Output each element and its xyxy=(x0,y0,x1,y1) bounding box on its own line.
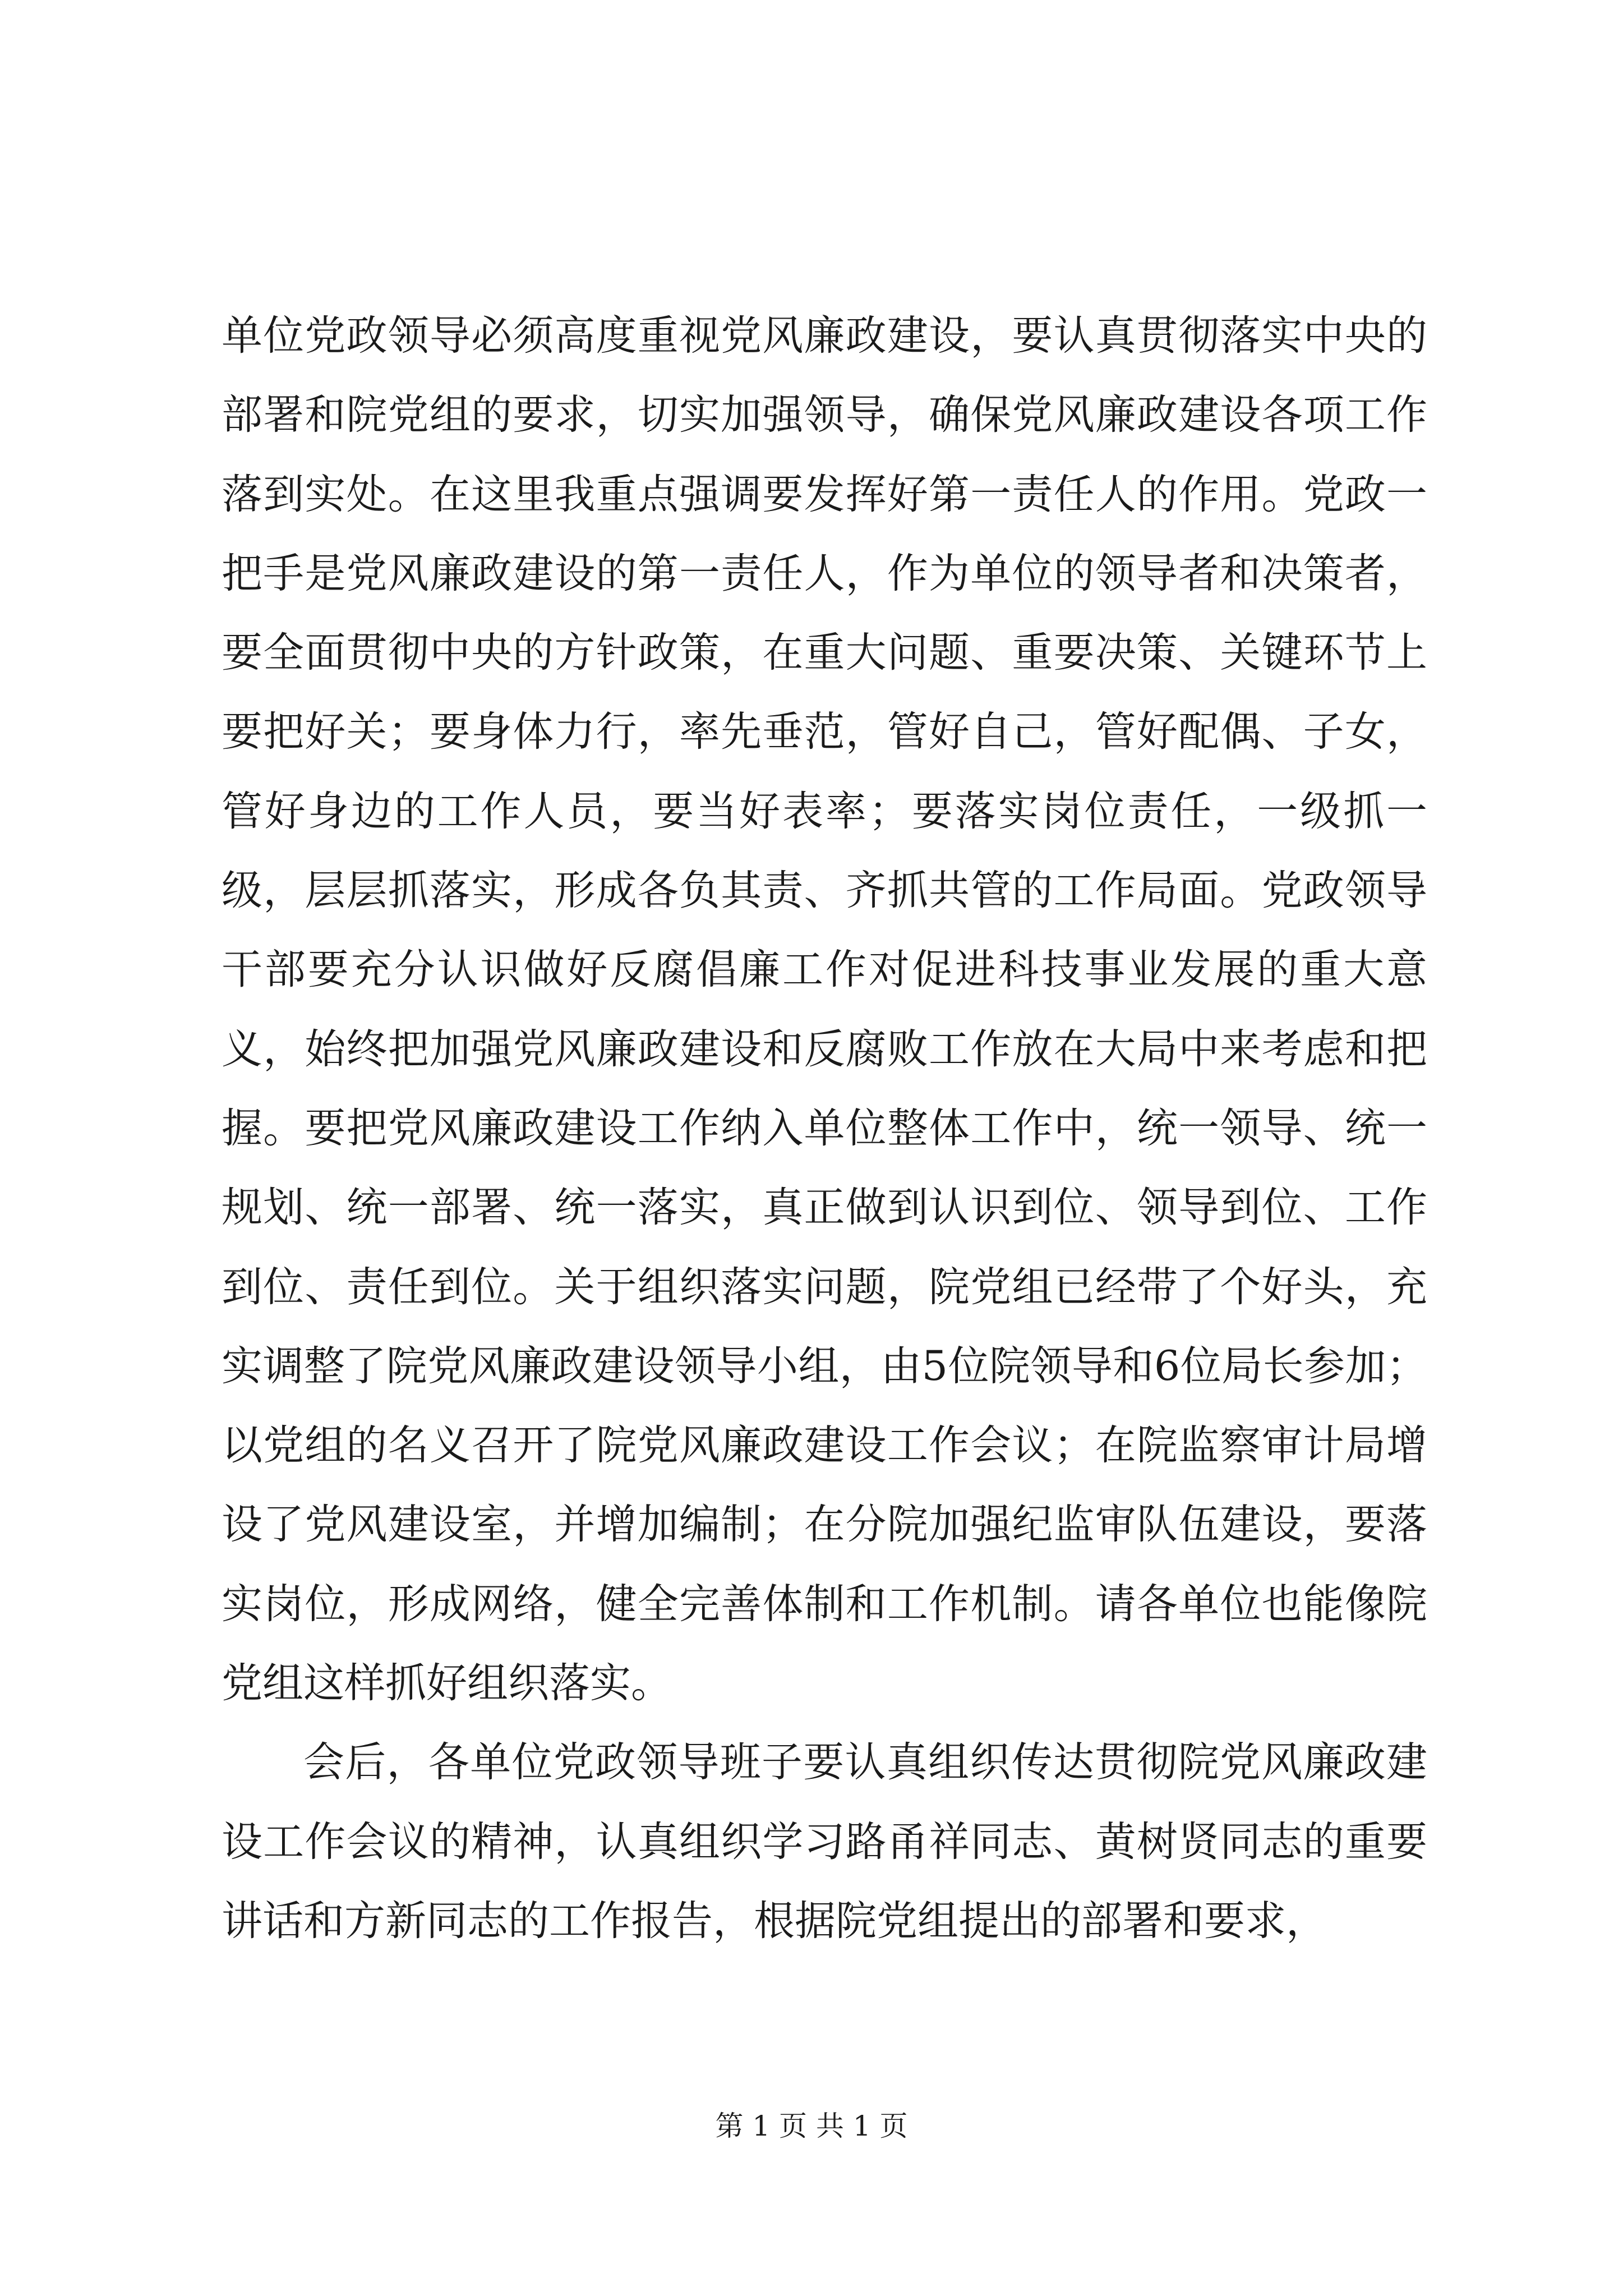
document-body xyxy=(222,296,1427,1961)
page-footer: 第 1 页 共 1 页 xyxy=(715,2110,908,2142)
paragraph-1: 单位党政领导必须高度重视党风廉政建设，要认真贯彻落实中央的部署和院党组的要求，切实加强领导，确保党风廉政建设各项工作落到实处。在这里我重点强调要发挥好第一责任人的作用。党政一把手是党风廉政建设的第一责任人，作为单位的领导者和决策者，要全面贯彻中央的方针政策，在重大问题、重要决策、关键环节上要把好关；要身体力行，率先垂范，管好自己，管好配偶、子女，管好身边的工作人员，要当好表率；要落实岗位责任，一级抓一级，层层抓落实，形成各负其责、齐抓共管的工作局面。党政领导干部要充分认识做好反腐倡廉工作对促进科技事业发展的重大意义，始终把加强党风廉政建设和反腐败工作放在大局中来考虑和把握。要把党风廉政建设工作纳入单位整体工作中，统一领导、统一规划、统一部署、统一落实，真正做到认识到位、领导到位、工作到位、责任到位。关于组织落实问题，院党组已经带了个好头，充实调整了院党风廉政建设领导小组，由5位院领导和6位局长参加；以党组的名义召开了院党风廉政建设工作会议；在院监察审计局增设了党风建设室，并增加编制；在分院加强纪监审队伍建设，要落实岗位，形成网络，健全完善体制和工作机制。请各单位也能像院党组这样抓好组织落实。 xyxy=(222,312,1427,1708)
paragraph-2: 会后，各单位党政领导班子要认真组织传达贯彻院党风廉政建设工作会议的精神，认真组织学习路甬祥同志、黄树贤同志的重要讲话和方新同志的工作报告，根据院党组提出的部署和要求， xyxy=(222,1738,1427,1945)
